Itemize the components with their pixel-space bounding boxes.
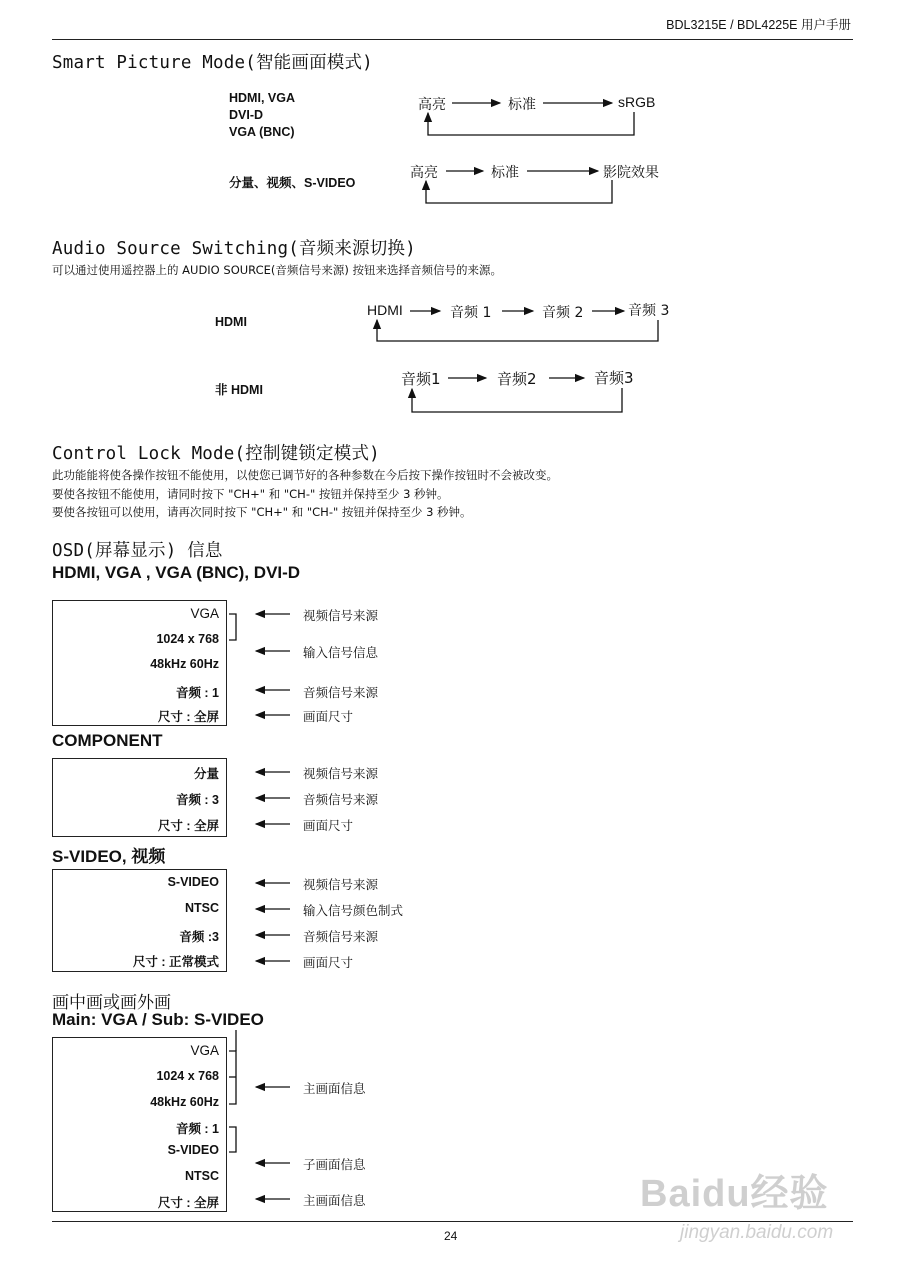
loop-arrow xyxy=(412,388,622,412)
flow-node: 音频 1 xyxy=(450,305,492,321)
osd-annotation: 视频信号来源 xyxy=(303,877,379,892)
osd-annotation: 视频信号来源 xyxy=(303,766,379,781)
flow-node: 音频 2 xyxy=(542,305,584,321)
osd-row: 1024 x 768 xyxy=(156,632,219,646)
osd-heading: OSD(屏幕显示) 信息 xyxy=(52,541,223,561)
audio-source-heading: Audio Source Switching(音频来源切换) xyxy=(52,239,416,259)
smart-picture-heading: Smart Picture Mode(智能画面模式) xyxy=(52,53,373,73)
osd-row: 48kHz 60Hz xyxy=(150,1095,219,1109)
osd-annotation: 音频信号来源 xyxy=(303,929,379,944)
flow-node: 标准 xyxy=(508,97,536,113)
flow-node: 高亮 xyxy=(410,165,438,181)
loop-arrow xyxy=(428,112,634,135)
osd-sub4-heading2: Main: VGA / Sub: S-VIDEO xyxy=(52,1010,264,1029)
osd-annotation: 音频信号来源 xyxy=(303,685,379,700)
osd-box-component xyxy=(52,758,227,837)
watermark-logo: Baidu经验 xyxy=(640,1173,829,1215)
page-number: 24 xyxy=(444,1229,458,1243)
loop-arrow xyxy=(426,180,612,203)
osd-row: 音频 : 1 xyxy=(175,1122,219,1136)
loop-arrow xyxy=(377,320,658,341)
osd-box-pip xyxy=(52,1037,227,1212)
osd-annotation: 输入信号信息 xyxy=(303,645,379,660)
osd-row: 48kHz 60Hz xyxy=(150,657,219,671)
osd-row: S-VIDEO xyxy=(167,875,219,889)
bracket xyxy=(229,614,236,640)
osd-row: 音频 :3 xyxy=(179,930,219,944)
osd-annotation: 画面尺寸 xyxy=(303,709,354,724)
control-lock-line-2: 要使各按钮不能使用，请同时按下 "CH+" 和 "CH-" 按钮并保持至少 3 秒钟。 xyxy=(52,487,449,501)
osd-annotation: 主画面信息 xyxy=(303,1081,366,1096)
osd-row: 尺寸 : 正常模式 xyxy=(132,955,219,969)
osd-row: 1024 x 768 xyxy=(156,1069,219,1083)
osd-sub1-heading: HDMI, VGA , VGA (BNC), DVI-D xyxy=(52,563,301,582)
audio-non-hdmi-label: 非 HDMI xyxy=(215,383,263,397)
osd-box-hdmi xyxy=(52,600,227,726)
flow-node: 音频2 xyxy=(497,370,537,388)
osd-row: 尺寸 : 全屏 xyxy=(157,819,219,833)
flow-node: 标准 xyxy=(491,165,519,181)
control-lock-heading: Control Lock Mode(控制键锁定模式) xyxy=(52,444,380,464)
osd-row: 音频 : 3 xyxy=(175,793,219,807)
control-lock-line-3: 要使各按钮可以使用，请再次同时按下 "CH+" 和 "CH-" 按钮并保持至少 3 秒钟。 xyxy=(52,505,472,519)
audio-hdmi-label: HDMI xyxy=(215,315,247,329)
smart-group1-label-1: HDMI, VGA xyxy=(229,91,295,105)
osd-annotation: 画面尺寸 xyxy=(303,955,354,970)
control-lock-line-1: 此功能能将使各操作按钮不能使用，以使您已调节好的各种参数在今后按下操作按钮时不会被改变。 xyxy=(52,468,558,482)
flow-node: HDMI xyxy=(367,302,403,318)
flow-node: 高亮 xyxy=(418,97,446,113)
flow-node: 音频1 xyxy=(401,370,441,388)
osd-row: 分量 xyxy=(193,767,219,781)
osd-sub3-heading: S-VIDEO, 视频 xyxy=(52,847,166,866)
osd-row: S-VIDEO xyxy=(167,1143,219,1157)
osd-annotation: 子画面信息 xyxy=(303,1157,366,1172)
flow-node: 影院效果 xyxy=(603,165,659,181)
osd-annotation: 音频信号来源 xyxy=(303,792,379,807)
osd-annotation: 画面尺寸 xyxy=(303,818,354,833)
smart-group1-label-3: VGA (BNC) xyxy=(229,125,295,139)
osd-annotation: 视频信号来源 xyxy=(303,608,379,623)
osd-annotation: 主画面信息 xyxy=(303,1193,366,1208)
osd-row: 音频 : 1 xyxy=(175,686,219,700)
osd-row: VGA xyxy=(190,606,219,621)
osd-row: VGA xyxy=(190,1043,219,1058)
document-header: BDL3215E / BDL4225E 用户手册 xyxy=(666,18,851,32)
bracket xyxy=(229,1127,236,1152)
flow-node: 音频3 xyxy=(594,369,634,387)
osd-row: 尺寸 : 全屏 xyxy=(157,710,219,724)
osd-row: 尺寸 : 全屏 xyxy=(157,1196,219,1210)
audio-source-description: 可以通过使用遥控器上的 AUDIO SOURCE(音频信号来源) 按钮来选择音频信号的来源。 xyxy=(52,263,503,277)
smart-group1-label-2: DVI-D xyxy=(229,108,264,122)
flow-node: 音频 3 xyxy=(628,303,670,319)
watermark-url: jingyan.baidu.com xyxy=(680,1222,834,1243)
osd-box-svideo xyxy=(52,869,227,972)
flow-node: sRGB xyxy=(618,94,656,110)
smart-group2-label: 分量、视频、S-VIDEO xyxy=(229,176,356,190)
osd-row: NTSC xyxy=(184,901,219,915)
osd-sub2-heading: COMPONENT xyxy=(52,731,163,750)
osd-row: NTSC xyxy=(184,1169,219,1183)
osd-annotation: 输入信号颜色制式 xyxy=(303,903,404,918)
osd-sub4-heading: 画中画或画外画 xyxy=(52,993,171,1013)
